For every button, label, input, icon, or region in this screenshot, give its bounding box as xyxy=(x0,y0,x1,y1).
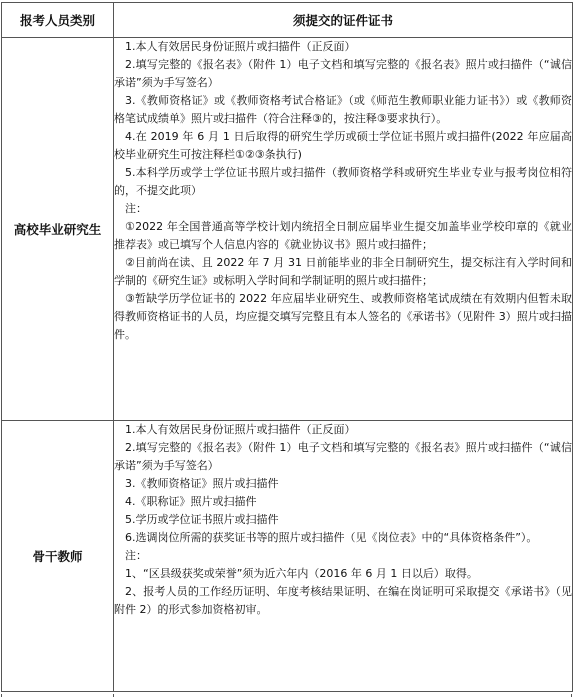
requirements-table xyxy=(1,2,573,692)
document-item: 1.本人有效居民身份证照片或扫描件（正反面） xyxy=(125,423,356,436)
document-item: 4.在 2019 年 6 月 1 日后取得的研究生学历或硕士学位证书照片或扫描件(2022 年应届高校毕业研究生可按注释栏①②③条执行) xyxy=(114,130,572,161)
document-item: 6.选调岗位所需的获奖证书等的照片或扫描件（见《岗位表》中的“具体资格条件”）。 xyxy=(125,531,538,544)
document-item: 1.本人有效居民身份证照片或扫描件（正反面） xyxy=(125,40,356,53)
document-item: 2.填写完整的《报名表》（附件 1）电子文档和填写完整的《报名表》照片或扫描件（“诚信承诺”须为手写签名） xyxy=(114,58,572,89)
document-item: 5.本科学历或学士学位证书照片或扫描件（教师资格学科或研究生毕业专业与报考岗位相符的，不提交此项） xyxy=(114,166,572,197)
note-label: 注： xyxy=(125,549,147,562)
table-header-row xyxy=(2,3,573,38)
document-item: 3.《教师资格证》照片或扫描件 xyxy=(125,477,279,490)
note-item: ①2022 年全国普通高等学校计划内统招全日制应届毕业生提交加盖毕业学校印章的《就业推荐表》或已填写个人信息内容的《就业协议书》照片或扫描件； xyxy=(114,220,572,251)
column-header-documents: 须提交的证件证书 xyxy=(114,3,573,38)
note-item: ②目前尚在读、且 2022 年 7 月 31 日前能毕业的非全日制研究生，提交标注有入学时间和学制的《研究生证》或标明入学时间和学制证明的照片或扫描件； xyxy=(114,256,572,287)
category-cell: 骨干教师 xyxy=(2,421,114,692)
note-item: 2、报考人员的工作经历证明、年度考核结果证明、在编在岗证明可采取提交《承诺书》（见附件 2）的形式参加资格初审。 xyxy=(114,585,572,616)
documents-cell xyxy=(114,421,573,692)
document-item: 4.《职称证》照片或扫描件 xyxy=(125,495,257,508)
documents-cell xyxy=(114,38,573,421)
document-item: 5.学历或学位证书照片或扫描件 xyxy=(125,513,279,526)
document-item: 3.《教师资格证》或《教师资格考试合格证》（或《师范生教师职业能力证书》）或《教师资格笔试成绩单》照片或扫描件（符合注释③的，按注释③要求执行）。 xyxy=(114,94,572,125)
note-label: 注： xyxy=(125,202,147,215)
document-item: 2.填写完整的《报名表》（附件 1）电子文档和填写完整的《报名表》照片或扫描件（“诚信承诺”须为手写签名） xyxy=(114,441,572,472)
category-cell: 高校毕业研究生 xyxy=(2,38,114,421)
note-item: ③暂缺学历学位证书的 2022 年应届毕业研究生、或教师资格笔试成绩在有效期内但暂未取得教师资格证书的人员，均应提交填写完整且有本人签名的《承诺书》（见附件 3）照片或扫描件。 xyxy=(114,292,572,341)
column-header-category: 报考人员类别 xyxy=(2,3,114,38)
table-row xyxy=(2,38,573,421)
note-item: 1、“区县级获奖或荣誉”须为近六年内（2016 年 6 月 1 日以后）取得。 xyxy=(125,567,478,580)
table-row xyxy=(2,421,573,692)
